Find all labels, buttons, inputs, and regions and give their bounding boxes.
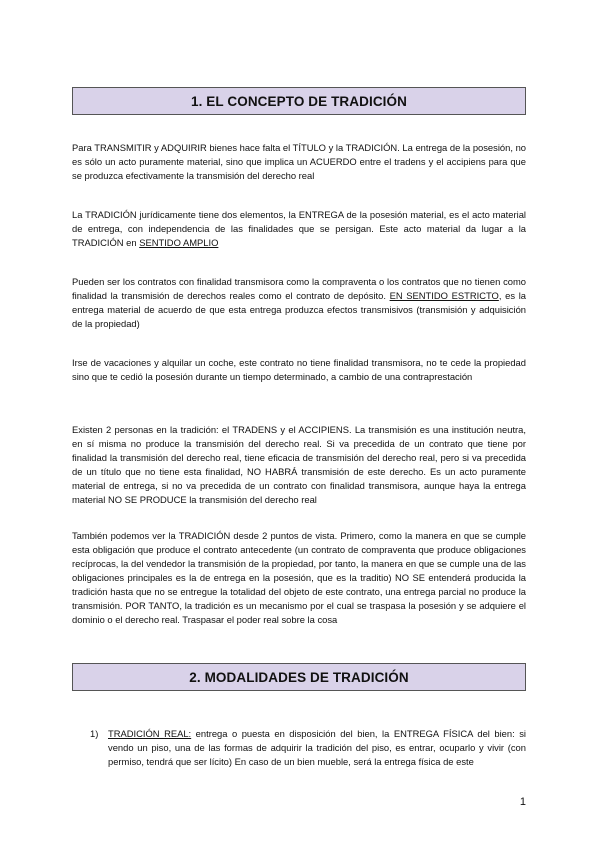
list-item-body: entrega o puesta en disposición del bien, la ENTREGA FÍSICA del bien: si vendo un piso, una de las formas de adquirir la tradición del piso, es entrar, ocuparlo y vivir (con permiso, tendrá que ser lícito) En caso de un bien mueble, será la entrega física de este	[108, 728, 526, 767]
page-number: 1	[519, 796, 526, 808]
paragraph-5: Existen 2 personas en la tradición: el TRADENS y el ACCIPIENS. La transmisión es una institución neutra, en sí misma no produce la transmisión del derecho real. Si va precedida de un contrato que tiene por finalidad la transmisión del derecho real, tiene eficacia de transmisión del derecho real, pero si va precedida de un título que no tiene esta finalidad, NO HABRÁ transmisión de este derecho. Es un acto puramente material de entrega, si no va precedida de un contrato con finalidad transmisora, aunque haya la entrega material NO SE PRODUCE la transmisión del derecho real	[72, 424, 526, 505]
paragraph-1: Para TRANSMITIR y ADQUIRIR bienes hace falta el TÍTULO y la TRADICIÓN. La entrega de la posesión, no es sólo un acto puramente material, sino que implica un ACUERDO entre el tradens y el accipiens para que se produzca efectivamente la transmisión del derecho real	[72, 142, 526, 181]
paragraph-text: La TRADICIÓN jurídicamente tiene dos elementos, la ENTREGA de la posesión material, es el acto material de entrega, con independencia de las finalidades que se persigan. Este acto material da lugar a la TRADICIÓN en	[72, 209, 526, 248]
section-title: 1. EL CONCEPTO DE TRADICIÓN	[191, 93, 407, 109]
list-number: 1)	[90, 728, 99, 739]
underlined-term: EN SENTIDO ESTRICTO	[389, 290, 499, 301]
section-title: 2. MODALIDADES DE TRADICIÓN	[189, 669, 409, 685]
paragraph-6: También podemos ver la TRADICIÓN desde 2 puntos de vista. Primero, como la manera en que se cumple esta obligación que produce el contrato antecedente (un contrato de compraventa que produce obligaciones recíprocas, la del vendedor la transmisión de la propiedad, por tanto, la manera en que se cumple una de las obligaciones principales es la de entrega en la posesión, que es la traditio) NO SE entenderá producida la tradición hasta que no se entregue la totalidad del objeto de este contrato, una entrega parcial no produce la transmisión. POR TANTO, la tradición es un mecanismo por el cual se traspasa la posesión y se adquiere el dominio o el derecho real. Traspasar el poder real sobre la cosa	[72, 530, 526, 625]
section-heading-1	[72, 87, 526, 115]
paragraph-text: , es la entrega material de acuerdo de que esta entrega produzca efectos transmisivos (transmisión y adquisición de la propiedad)	[72, 290, 526, 329]
list-text	[108, 727, 526, 769]
paragraph-2	[72, 208, 526, 250]
section-heading-2	[72, 663, 526, 691]
paragraph-text: Pueden ser los contratos con finalidad transmisora como la compraventa o los contratos que no tienen como finalidad la transmisión de derechos reales como el contrato de depósito.	[72, 276, 526, 301]
paragraph-3	[72, 275, 526, 331]
underlined-term: SENTIDO AMPLIO	[139, 237, 219, 248]
list-item	[90, 727, 526, 769]
paragraph-4: Irse de vacaciones y alquilar un coche, este contrato no tiene finalidad transmisora, no te cede la propiedad sino que te cedió la posesión durante un tiempo determinado, a cambio de una contraprestación	[72, 357, 526, 382]
underlined-term: TRADICIÓN REAL:	[108, 728, 192, 739]
